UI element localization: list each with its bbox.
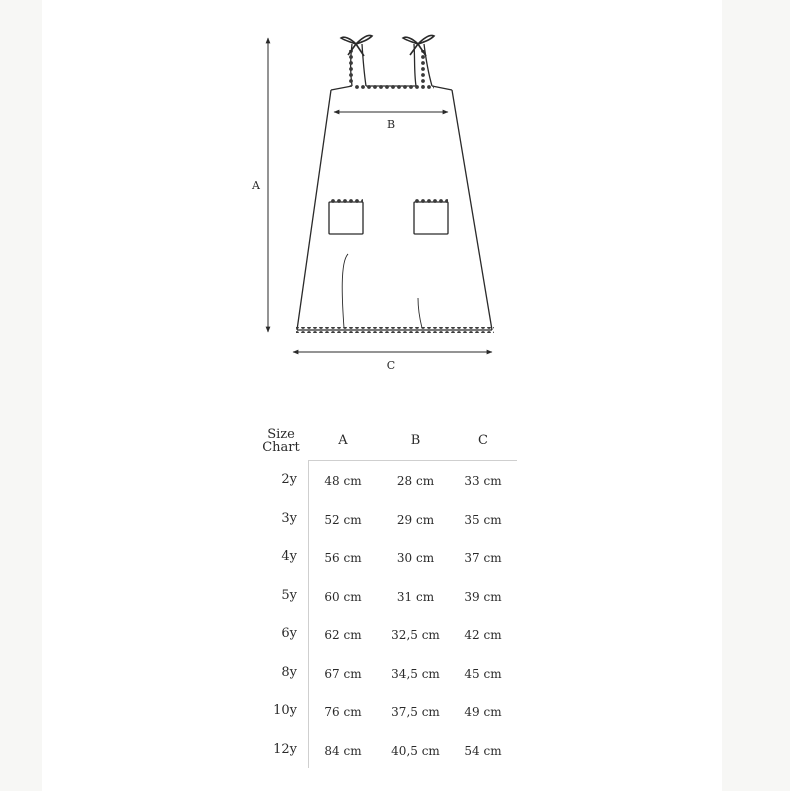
size-chart-table [255, 422, 520, 774]
table-cell-b: 32,5 cm [391, 628, 440, 642]
table-cell-c: 35 cm [464, 513, 502, 527]
table-cell-b: 30 cm [396, 551, 435, 565]
table-cell-b: 34,5 cm [391, 667, 440, 681]
table-cell-b: 28 cm [396, 474, 435, 488]
measure-a-label: A [252, 179, 260, 192]
row-size-label: 2y [281, 472, 297, 487]
table-cell-c: 37 cm [464, 551, 502, 565]
column-header-b: B [410, 433, 421, 448]
table-cell-b: 37,5 cm [391, 705, 440, 719]
table-cell-b: 40,5 cm [391, 744, 440, 758]
table-cell-c: 49 cm [464, 705, 502, 719]
table-cell-c: 45 cm [464, 667, 502, 681]
row-size-label: 3y [281, 511, 297, 526]
table-cell-a: 48 cm [324, 474, 362, 488]
table-cell-a: 67 cm [324, 667, 362, 681]
measure-c-label: C [386, 359, 396, 372]
row-size-label: 4y [281, 549, 297, 564]
table-cell-a: 56 cm [324, 551, 362, 565]
table-cell-a: 52 cm [324, 513, 362, 527]
table-cell-a: 76 cm [324, 705, 362, 719]
row-size-label: 6y [281, 626, 297, 641]
column-header-c: C [478, 433, 488, 448]
table-cell-c: 54 cm [464, 744, 502, 758]
table-cell-c: 42 cm [464, 628, 502, 642]
table-cell-a: 60 cm [324, 590, 362, 604]
table-cell-c: 39 cm [464, 590, 502, 604]
column-header-a: A [338, 433, 348, 448]
row-size-label: 12y [273, 742, 297, 757]
size-chart-title-line2: Chart [262, 440, 300, 455]
pompom-trim [296, 50, 494, 333]
strap-bow-left [341, 35, 372, 56]
table-cell-a: 84 cm [324, 744, 362, 758]
row-size-label: 8y [281, 665, 297, 680]
table-cell-a: 62 cm [324, 628, 362, 642]
size-column-divider [308, 460, 309, 768]
row-size-label: 5y [281, 588, 297, 603]
table-cell-b: 29 cm [396, 513, 435, 527]
header-divider [308, 460, 517, 461]
measure-b-label: B [386, 118, 396, 131]
row-size-label: 10y [273, 703, 297, 718]
size-chart-title [255, 428, 307, 454]
strap-bow-right [403, 35, 434, 56]
size-chart-title-line1: Size [267, 427, 295, 442]
table-cell-c: 33 cm [464, 474, 502, 488]
table-cell-b: 31 cm [396, 590, 435, 604]
